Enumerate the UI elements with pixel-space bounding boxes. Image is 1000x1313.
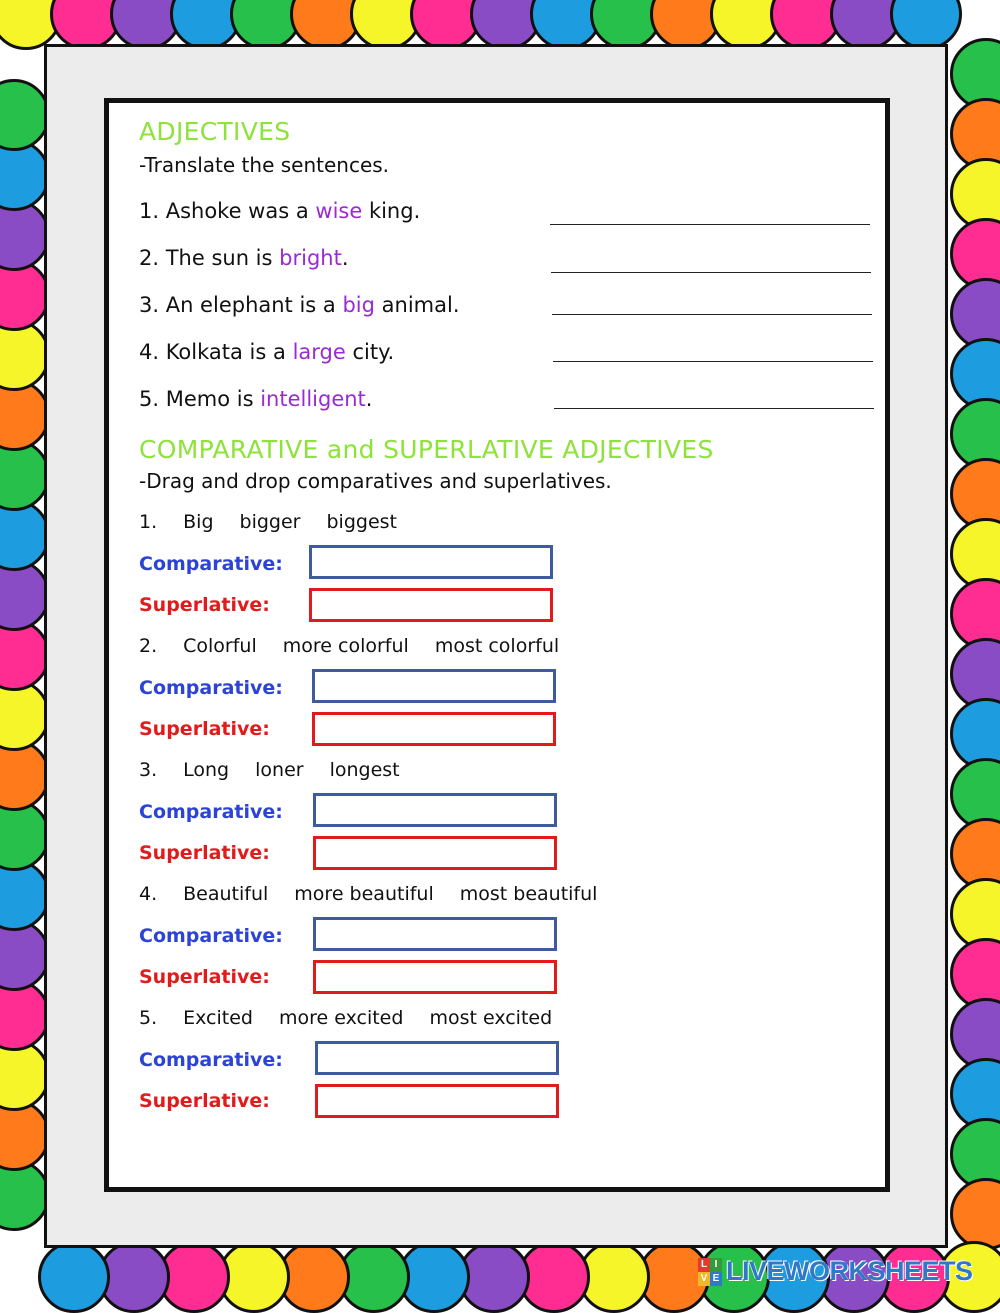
comparative-label-5: Comparative:	[139, 1049, 283, 1071]
superlative-dropzone-4[interactable]	[313, 960, 557, 994]
section1-heading: ADJECTIVES	[139, 117, 291, 146]
sentence-5: 5. Memo is intelligent.	[139, 387, 373, 411]
liveworksheets-logo-text[interactable]: LIVEWORKSHEETS	[726, 1256, 973, 1286]
sentence-3: 3. An elephant is a big animal.	[139, 293, 460, 317]
section1-instruction: -Translate the sentences.	[139, 153, 390, 177]
sentence-2: 2. The sun is bright.	[139, 246, 349, 270]
liveworksheets-logo-icon: L I V E	[698, 1258, 722, 1286]
sentence-1: 1. Ashoke was a wise king.	[139, 199, 421, 223]
comparative-dropzone-5[interactable]	[315, 1041, 559, 1075]
answer-line-5[interactable]	[554, 408, 874, 409]
comparative-label-4: Comparative:	[139, 925, 283, 947]
border-circle	[890, 0, 962, 50]
adjective-bright: bright	[279, 246, 342, 270]
superlative-label-1: Superlative:	[139, 594, 270, 616]
answer-line-1[interactable]	[550, 224, 870, 225]
sentence-4: 4. Kolkata is a large city.	[139, 340, 395, 364]
comparative-dropzone-1[interactable]	[309, 545, 553, 579]
word-set-2: 2. Colorful more colorful most colorful	[139, 635, 560, 657]
word-set-5: 5. Excited more excited most excited	[139, 1007, 553, 1029]
comparative-dropzone-3[interactable]	[313, 793, 557, 827]
superlative-dropzone-3[interactable]	[313, 836, 557, 870]
superlative-label-2: Superlative:	[139, 718, 270, 740]
superlative-dropzone-1[interactable]	[309, 588, 553, 622]
comparative-label-2: Comparative:	[139, 677, 283, 699]
superlative-label-5: Superlative:	[139, 1090, 270, 1112]
comparative-label-3: Comparative:	[139, 801, 283, 823]
answer-line-3[interactable]	[552, 314, 872, 315]
adjective-large: large	[292, 340, 346, 364]
section2-heading: COMPARATIVE and SUPERLATIVE ADJECTIVES	[139, 435, 714, 464]
section2-instruction: -Drag and drop comparatives and superlatives.	[139, 469, 612, 493]
worksheet-page	[104, 98, 890, 1192]
comparative-label-1: Comparative:	[139, 553, 283, 575]
word-set-4: 4. Beautiful more beautiful most beautiful	[139, 883, 598, 905]
answer-line-4[interactable]	[553, 361, 873, 362]
superlative-dropzone-2[interactable]	[312, 712, 556, 746]
border-circle	[950, 1178, 1000, 1250]
superlative-label-4: Superlative:	[139, 966, 270, 988]
superlative-dropzone-5[interactable]	[315, 1084, 559, 1118]
comparative-dropzone-4[interactable]	[313, 917, 557, 951]
border-circle	[38, 1241, 110, 1313]
adjective-wise: wise	[315, 199, 363, 223]
word-set-1: 1. Big bigger biggest	[139, 511, 397, 533]
border-circle	[0, 79, 50, 151]
word-set-3: 3. Long loner longest	[139, 759, 400, 781]
comparative-dropzone-2[interactable]	[312, 669, 556, 703]
adjective-intelligent: intelligent	[260, 387, 366, 411]
adjective-big: big	[342, 293, 375, 317]
answer-line-2[interactable]	[551, 272, 871, 273]
superlative-label-3: Superlative:	[139, 842, 270, 864]
